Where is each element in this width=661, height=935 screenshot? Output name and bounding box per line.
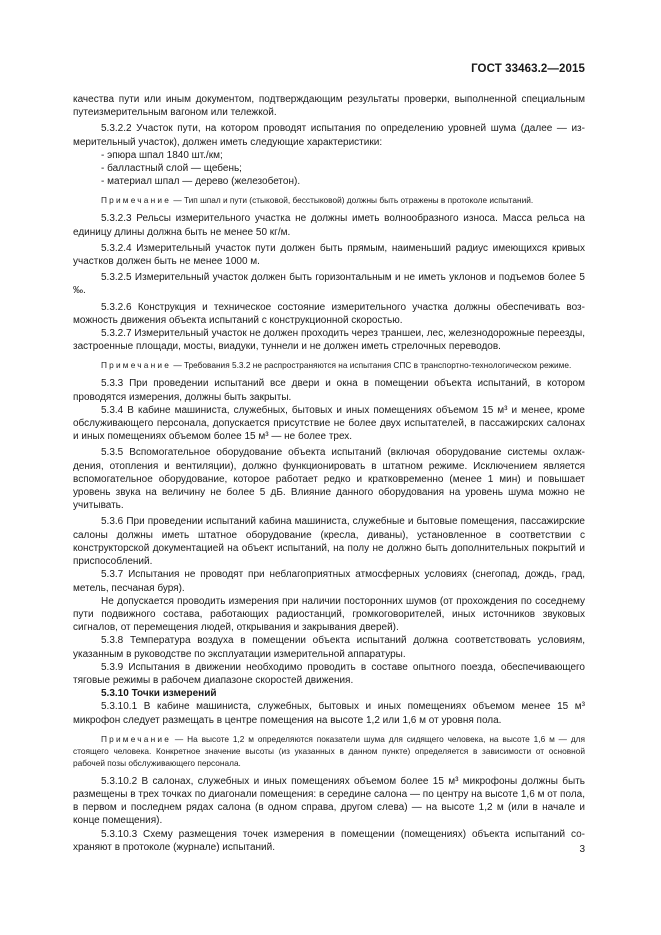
paragraph-5-3-2-5: 5.3.2.5 Измерительный участок должен быть горизонтальным и не иметь уклонов и подъемов более 5 ‰. xyxy=(73,272,585,297)
list-item-sleepers: - эпюра шпал 1840 шт./км; xyxy=(101,149,223,161)
paragraph-5-3-2-3: 5.3.2.3 Рельсы измерительного участка не должны иметь волнообразного износа. Масса рельса на единицу длины должна быть не менее 50 кг/м. xyxy=(73,213,585,238)
list-item-material: - материал шпал — дерево (железобетон). xyxy=(101,176,301,188)
standard-header: ГОСТ 33463.2—2015 xyxy=(471,63,585,75)
paragraph-5-3-6: 5.3.6 При проведении испытаний кабина машиниста, служебные и бытовые помещения, пассажирские салоны должны иметь штатное оборудование (кресла, диваны), установленное в соответствии с конструкторской документацией на объект испытаний, на полу не должно быть дополнительных покрытий и приспособлений. xyxy=(73,516,585,568)
note-label: Примечание xyxy=(101,195,172,206)
note-2-text: — Требования 5.3.2 не распространяются на испытания СПС в транспортно-технологическом режиме. xyxy=(173,360,572,371)
note-1-text: — Тип шпал и пути (стыковой, бесстыковой) должны быть отражены в протоколе испытаний. xyxy=(173,195,534,206)
page-number: 3 xyxy=(579,844,585,855)
document-body xyxy=(73,93,585,854)
paragraph-5-3-10-2: 5.3.10.2 В салонах, служебных и иных помещениях объемом более 15 м³ микрофоны должны быть размещены в трех точках по диагонали помещения: в середине салона — по центру на высоте 1,6 м от пола, в первом и последнем рядах салона (в одном справа, другом слева) — на высоте 1,2 м (или в начале и конце помещения). xyxy=(73,775,585,827)
paragraph-5-3-5: 5.3.5 Вспомогательное оборудование объекта испытаний (включая оборудование системы охлаждения, отопления и вентиляции), должно функционировать в штатном режиме. Исключением является вспомогательное оборудование, которое работает редко и кратковременно (менее 1 мин) и повышает уровень звука на величину не более 5 дБ. Влияние данного оборудования на уровень шума можно не учитывать. xyxy=(73,447,585,512)
paragraph-5-3-7: 5.3.7 Испытания не проводят при неблагоприятных атмосферных условиях (снегопад, дождь, град, метель, песчаная буря). xyxy=(73,569,585,594)
paragraph-5-3-2-6: 5.3.2.6 Конструкция и техническое состояние измерительного участка должны обеспечивать возможность движения объекта испытаний с конструкционной скоростью. xyxy=(73,301,585,326)
paragraph-5-3-4: 5.3.4 В кабине машиниста, служебных, бытовых и иных помещениях объемом 15 м³ и менее, кроме обслуживающего персонала, допускается присутствие не более двух испытателей, в пассажирских салонах и иных помещениях объемом более 15 м³ — не более трех. xyxy=(73,404,585,443)
paragraph-extraneous-noise: Не допускается проводить измерения при наличии посторонних шумов (от прохождения по соседнему пути подвижного состава, работающих радиостанций, громкоговорителей, иных источников звуковых сигналов, от перемещения людей, открывания и закрывания дверей). xyxy=(73,595,585,634)
list-item-ballast: - балластный слой — щебень; xyxy=(101,163,242,175)
note-3 xyxy=(73,733,585,769)
note-2 xyxy=(73,359,585,371)
paragraph-5-3-10-1: 5.3.10.1 В кабине машиниста, служебных, бытовых и иных помещениях объемом менее 15 м³ микрофон следует размещать в центре помещения на высоте 1,2 или 1,6 м от уровня пола. xyxy=(73,701,585,726)
paragraph-5-3-2-7: 5.3.2.7 Измерительный участок не должен проходить через траншеи, лес, железнодорожные переезды, застроенные площади, мосты, виадуки, туннели и не должен иметь стрелочных переводов. xyxy=(73,328,585,353)
note-3-text: — На высоте 1,2 м определяются показатели шума для сидящего человека, на высоте 1,6 м — для стоящего человека. Конкретное значение высоты (из указанных в данном пункте) определяется в зависимости от основной рабочей позы обслуживающего персонала. xyxy=(73,733,585,768)
paragraph-5-3-3: 5.3.3 При проведении испытаний все двери и окна в помещении объекта испытаний, в котором проводятся измерения, должны быть закрыты. xyxy=(73,378,585,403)
paragraph-5-3-2-4: 5.3.2.4 Измерительный участок пути должен быть прямым, наименьший радиус имеющихся кривых участков должен быть не менее 1000 м. xyxy=(73,242,585,268)
section-heading-5-3-10: 5.3.10 Точки измерений xyxy=(101,688,217,700)
paragraph-5-3-10-3: 5.3.10.3 Схему размещения точек измерения в помещении (помещениях) объекта испытаний сохраняют в протоколе (журнале) испытаний. xyxy=(73,828,585,853)
note-label: Примечание xyxy=(101,360,172,371)
note-1 xyxy=(73,194,585,206)
paragraph-5-3-9: 5.3.9 Испытания в движении необходимо проводить в составе опытного поезда, обеспечивающего тяговые режимы в рабочем диапазоне скоростей движения. xyxy=(73,661,585,686)
paragraph-5-3-2-2: 5.3.2.2 Участок пути, на котором проводят испытания по определению уровней шума (далее — измерительный участок), должен иметь следующие характеристики: xyxy=(73,123,585,148)
paragraph-5-3-8: 5.3.8 Температура воздуха в помещении объекта испытаний должна соответствовать условиям, указанным в руководстве по эксплуатации измерительной аппаратуры. xyxy=(73,635,585,660)
paragraph-continuation: качества пути или иным документом, подтверждающим результаты проверки, выполненной специальным путеизмерительным вагоном или тележкой. xyxy=(73,94,585,119)
note-label: Примечание xyxy=(101,733,172,744)
